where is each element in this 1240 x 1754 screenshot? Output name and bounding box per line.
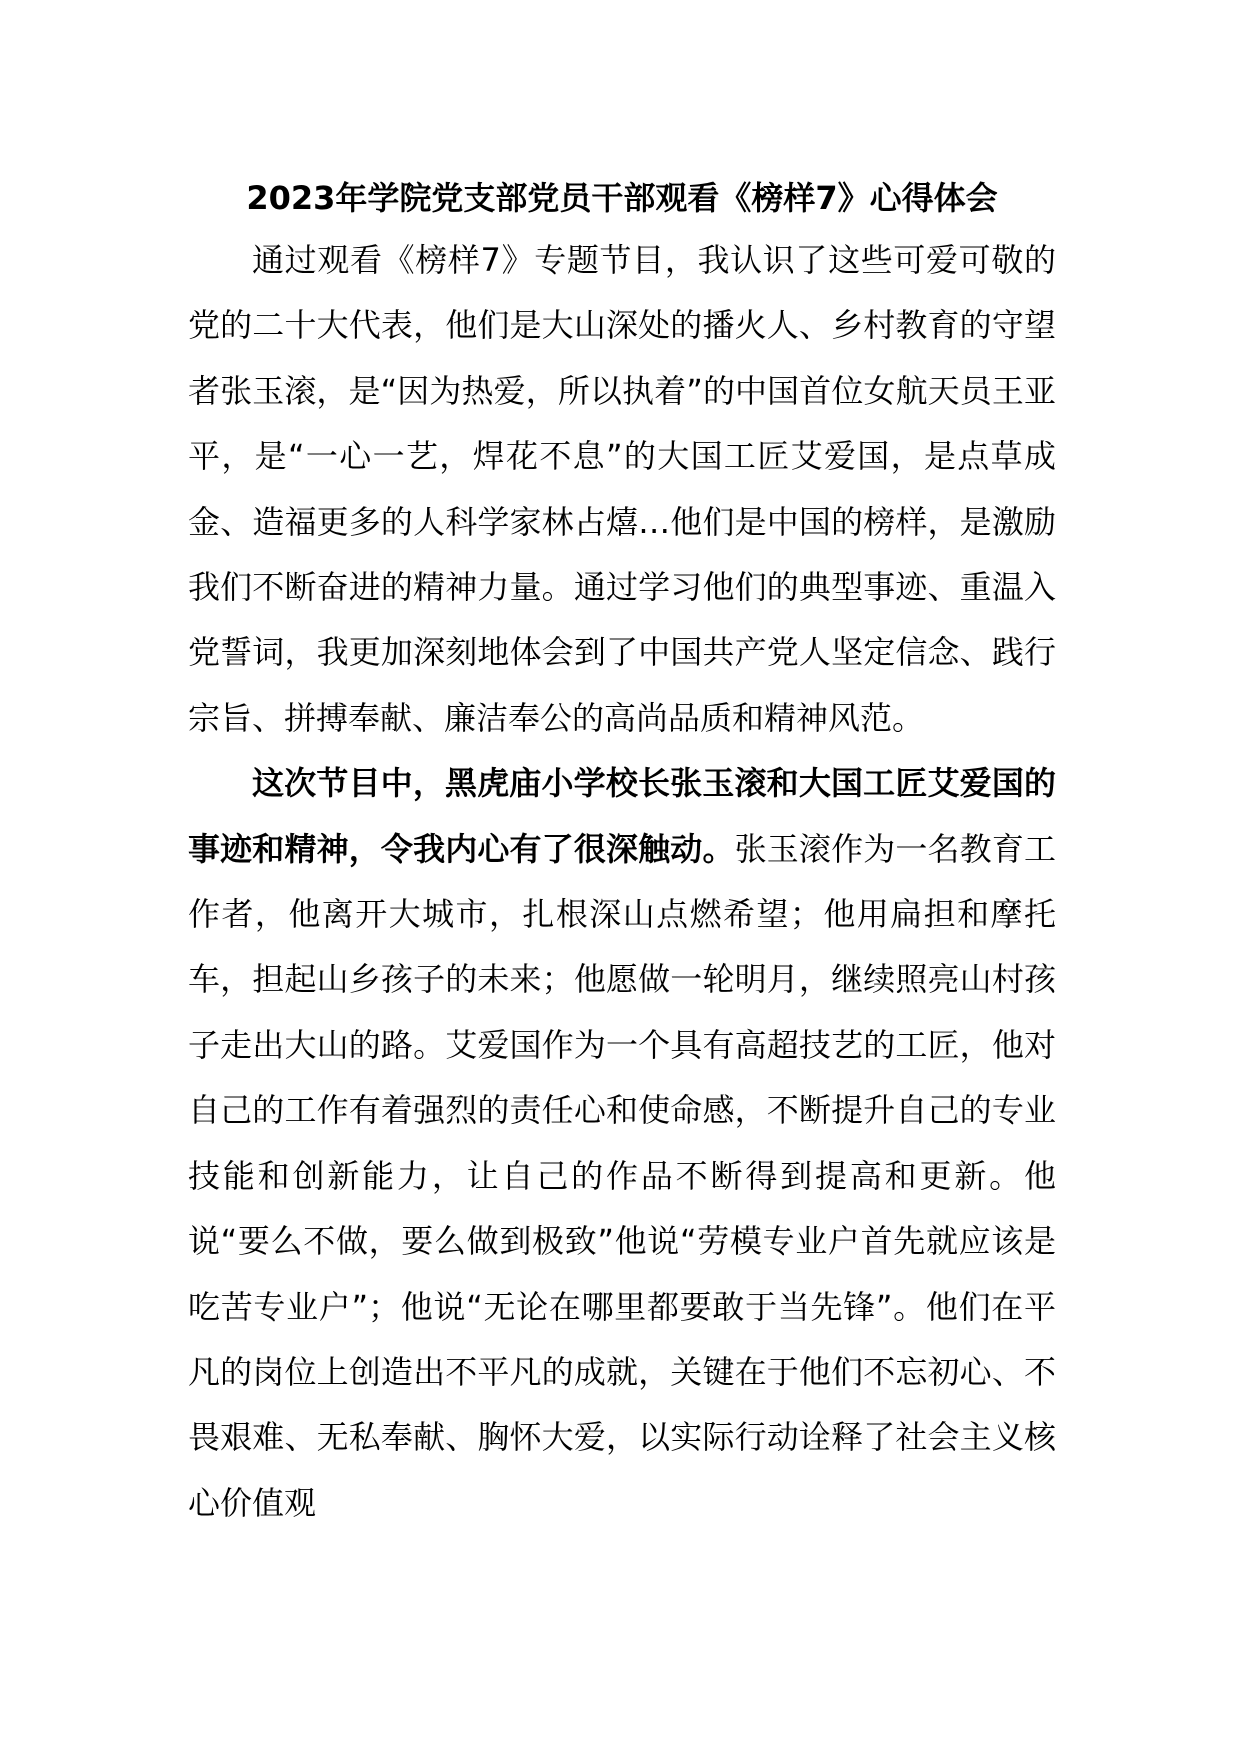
paragraph-2 — [188, 751, 1056, 1536]
paragraph-1 — [188, 228, 1056, 751]
paragraph-2-bold: 这次节目中，黑虎庙小学校长张玉滚和大国工匠艾爱国的事迹和精神，令我内心有了很深触动。 — [188, 764, 1056, 868]
paragraph-1-text: 通过观看《榜样7》专题节目，我认识了这些可爱可敬的党的二十大代表，他们是大山深处的播火人、乡村教育的守望者张玉滚，是“因为热爱，所以执着”的中国首位女航天员王亚平，是“一心一艺，焊花不息”的大国工匠艾爱国，是点草成金、造福更多的人科学家林占熺…他们是中国的榜样，是激励我们不断奋进的精神力量。通过学习他们的典型事迹、重温入党誓词，我更加深刻地体会到了中国共产党人坚定信念、践行宗旨、拼搏奉献、廉洁奉公的高尚品质和精神风范。 — [188, 241, 1056, 737]
document-title: 2023年学院党支部党员干部观看《榜样7》心得体会 — [246, 179, 998, 217]
document-body — [188, 168, 1056, 1536]
paragraph-2-text: 张玉滚作为一名教育工作者，他离开大城市，扎根深山点燃希望；他用扁担和摩托车，担起山乡孩子的未来；他愿做一轮明月，继续照亮山村孩子走出大山的路。艾爱国作为一个具有高超技艺的工匠，他对自己的工作有着强烈的责任心和使命感，不断提升自己的专业技能和创新能力，让自己的作品不断得到提高和更新。他说“要么不做，要么做到极致”他说“劳模专业户首先就应该是吃苦专业户”；他说“无论在哪里都要敢于当先锋”。他们在平凡的岗位上创造出不平凡的成就，关键在于他们不忘初心、不畏艰难、无私奉献、胸怀大爱，以实际行动诠释了社会主义核心价值观 — [188, 829, 1056, 1522]
